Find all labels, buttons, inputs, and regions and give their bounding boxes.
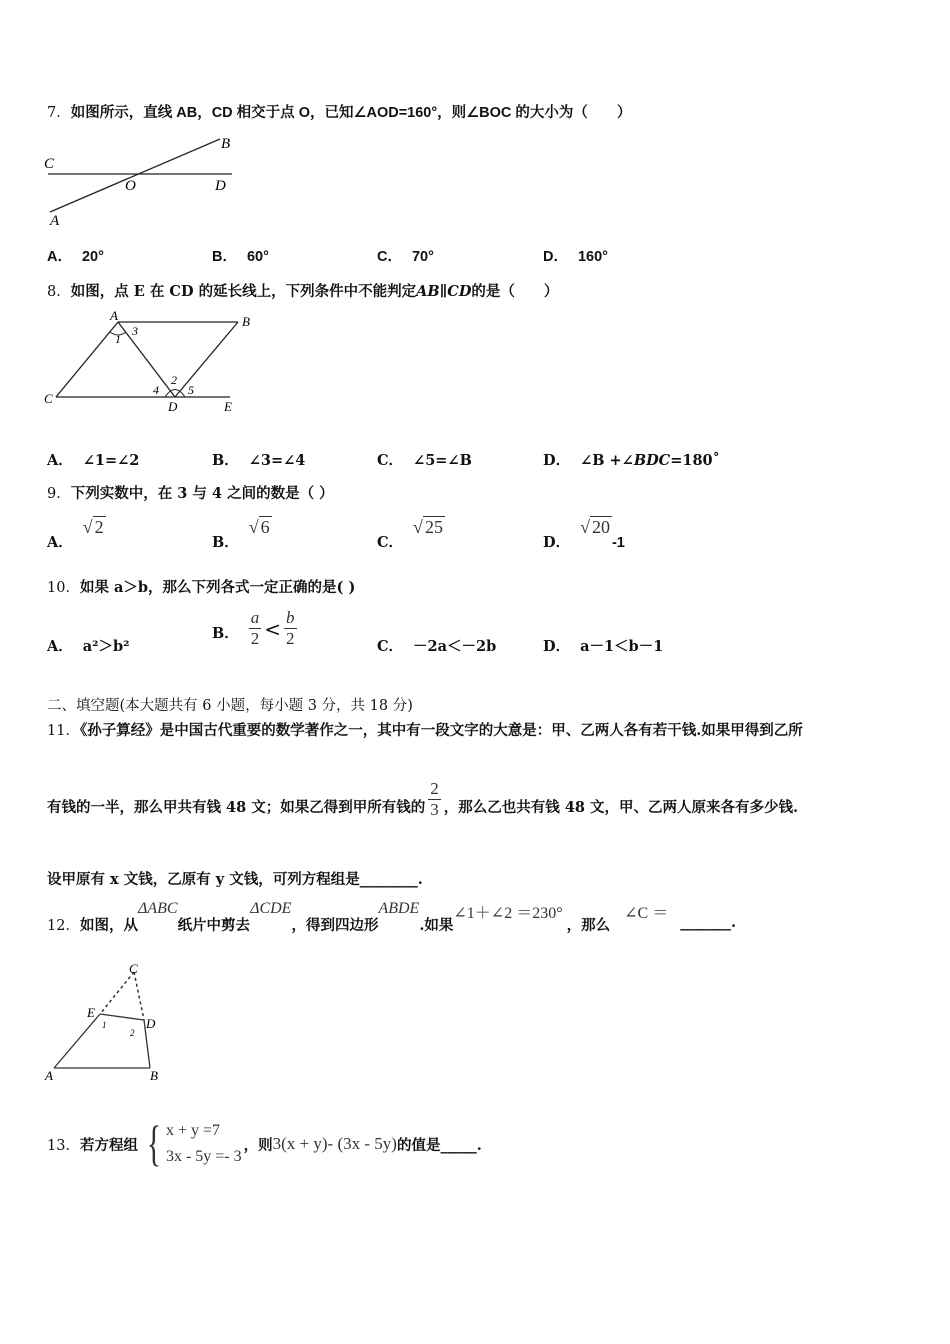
q8-label-b: B xyxy=(242,314,250,329)
q8-option-c[interactable]: C． ∠5=∠B xyxy=(377,452,472,469)
section-2-title: 二、填空题(本大题共有 6 小题，每小题 3 分，共 18 分) xyxy=(47,698,413,714)
svg-text:3: 3 xyxy=(132,324,138,338)
q13-number: 13． xyxy=(47,1137,80,1154)
q11-line1: 11．《孙子算经》是中国古代重要的数学著作之一，其中有一段文字的大意是：甲、乙两人各有若干钱.如果甲得到乙所 xyxy=(47,722,803,739)
q8-option-b[interactable]: B． ∠3=∠4 xyxy=(212,452,306,469)
q12-label-c: C xyxy=(129,962,138,976)
q8-label-d: D xyxy=(168,399,178,414)
equation-1: x + y =7 xyxy=(165,1122,220,1139)
q10-number: 10． xyxy=(47,580,80,596)
q12-label-a: A xyxy=(45,1068,53,1083)
q8-option-d[interactable]: D． ∠B +∠BDC=180˚ xyxy=(543,452,720,469)
q7-text: 如图所示，直线 AB，CD 相交于点 O，已知∠AOD=160°，则∠BOC 的大小为（ ） xyxy=(70,105,632,121)
q10-option-d[interactable]: D． a－1＜b－1 xyxy=(543,638,664,655)
q11-line2: 有钱的一半，那么甲共有钱 48 文；如果乙得到甲所有钱的 $\frac{2}{3}$ ，那么乙也共有钱 48 文，甲、乙两人原来各有多少钱. xyxy=(47,779,799,819)
q7-option-b[interactable]: B． 60° xyxy=(212,249,269,265)
q13-expression: 3(x + y)- (3x - 5y) xyxy=(272,1134,397,1153)
q11-number: 11． xyxy=(47,723,80,739)
q7-label-c: C xyxy=(44,156,55,172)
q7-stem xyxy=(47,101,631,122)
q7-figure xyxy=(40,130,250,230)
equation-system: { x + y =7 3x - 5y =- 3 xyxy=(146,1115,242,1171)
q13-stem: 13． 若方程组 { x + y =7 3x - 5y =- 3 ，则 3(x + y)- (3x - 5y) 的值是_____. xyxy=(47,1115,482,1171)
q10-option-b[interactable]: B． $\frac{a}{2}$ < $\frac{b}{2}$ xyxy=(212,608,295,648)
svg-text:2: 2 xyxy=(130,1028,135,1038)
q10-option-c[interactable]: C． －2a＜－2b xyxy=(377,638,497,655)
q8-option-a[interactable]: A． ∠1=∠2 xyxy=(47,452,140,469)
q12-label-e: E xyxy=(87,1005,95,1020)
svg-text:5: 5 xyxy=(188,383,194,397)
svg-text:1: 1 xyxy=(115,332,121,346)
q9-number: 9． xyxy=(47,486,71,502)
q8-number: 8． xyxy=(47,284,71,300)
q9-option-b[interactable]: B．√ 6 xyxy=(212,517,270,551)
q7-option-c[interactable]: C． 70° xyxy=(377,249,434,265)
q7-number: 7． xyxy=(47,105,71,121)
fraction-2-over-3: $\frac{2}{3}$ xyxy=(430,779,439,819)
q9-option-d[interactable]: D．√ 20-1 xyxy=(543,517,625,551)
svg-text:2: 2 xyxy=(171,373,177,387)
q12-number: 12． xyxy=(47,918,80,934)
svg-text:1: 1 xyxy=(102,1020,107,1030)
q8-stem: 8．如图，点 E 在 CD 的延长线上，下列条件中不能判定AB∥CD的是（ ） xyxy=(47,283,559,300)
q8-figure xyxy=(40,308,250,418)
q7-line-ab xyxy=(50,139,220,212)
q7-label-o: O xyxy=(125,178,136,194)
q12-figure xyxy=(40,962,170,1087)
q12-label-b: B xyxy=(150,1068,158,1083)
q12-stem: 12． 如图，从 ΔABC 纸片中剪去 ΔCDE ，得到四边形 ABDE .如果 ∠1＋∠2 ＝230° ，那么 ∠C ＝ _______. xyxy=(47,900,737,934)
svg-text:4: 4 xyxy=(153,383,159,397)
sqrt-25: √ 25 xyxy=(413,517,443,537)
sqrt-2: √ 2 xyxy=(82,517,104,537)
sqrt-6: √ 6 xyxy=(248,517,270,537)
q7-option-d[interactable]: D． 160° xyxy=(543,249,608,265)
equation-2: 3x - 5y =- 3 xyxy=(165,1148,242,1165)
q7-option-a[interactable]: A． 20° xyxy=(47,249,104,265)
q8-label-c: C xyxy=(44,391,53,406)
q8-label-e: E xyxy=(224,399,232,414)
fraction-a-over-2: $\frac{a}{2}$ xyxy=(250,608,260,648)
q7-label-d: D xyxy=(215,178,226,194)
q10-stem: 10．如果 a＞b，那么下列各式一定正确的是( ) xyxy=(47,579,356,596)
sqrt-20: √ 20 xyxy=(580,517,610,537)
q9-stem: 9．下列实数中，在 3 与 4 之间的数是（ ） xyxy=(47,485,334,502)
q8-math: AB∥CD xyxy=(416,283,472,300)
q7-label-b: B xyxy=(221,136,231,152)
q11-line3: 设甲原有 x 文钱，乙原有 y 文钱，可列方程组是________. xyxy=(47,871,423,888)
q8-label-a: A xyxy=(110,308,118,323)
q12-label-d: D xyxy=(146,1016,156,1031)
q7-label-a: A xyxy=(50,213,60,229)
q10-option-a[interactable]: A． a²＞b² xyxy=(47,638,130,655)
fraction-b-over-2: $\frac{b}{2}$ xyxy=(286,608,295,648)
q9-option-a[interactable]: A．√ 2 xyxy=(47,517,104,551)
q9-option-c[interactable]: C．√ 25 xyxy=(377,517,443,551)
